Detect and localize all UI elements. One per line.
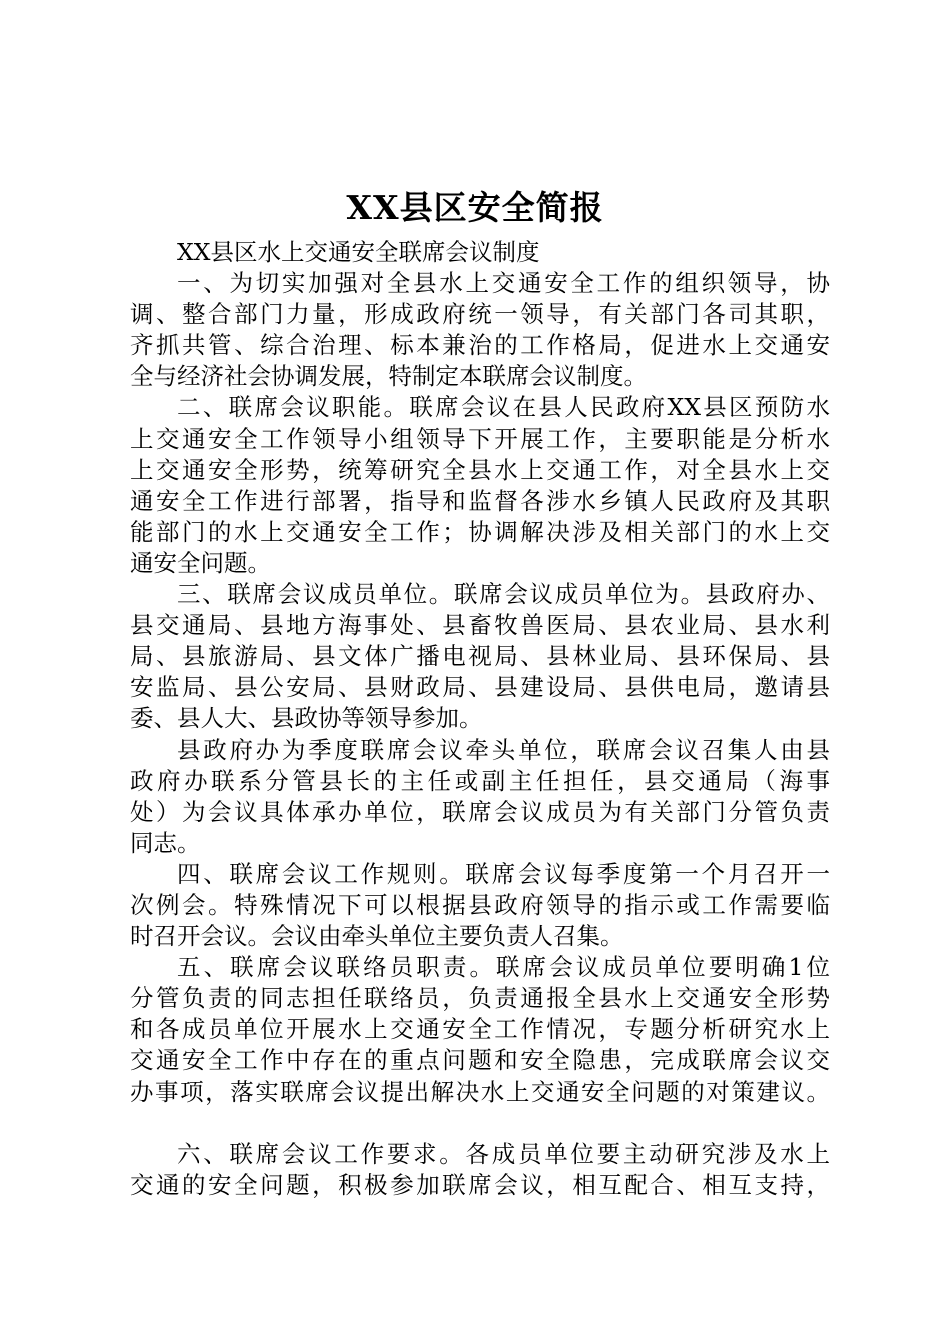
paragraph-5-line-2: 次例会。特殊情况下可以根据县政府领导的指示或工作需要临 [130, 890, 830, 919]
paragraph-6-line-3: 和各成员单位开展水上交通安全工作情况，专题分析研究水上 [130, 1015, 830, 1044]
document-title: XX县区安全简报 [346, 188, 604, 227]
paragraph-4-line-1: 县政府办为季度联席会议牵头单位，联席会议召集人由县 [177, 735, 830, 764]
paragraph-3-line-1: 三、联席会议成员单位。联席会议成员单位为。县政府办、 [177, 580, 830, 609]
paragraph-2-line-2: 上交通安全工作领导小组领导下开展工作，主要职能是分析水 [130, 424, 830, 453]
subtitle-line: XX县区水上交通安全联席会议制度 [177, 238, 540, 266]
paragraph-4-line-2: 政府办联系分管县长的主任或副主任担任，县交通局（海事 [130, 766, 830, 795]
paragraph-6-line-1: 五、联席会议联络员职责。联席会议成员单位要明确1位 [177, 953, 830, 982]
document-body [130, 237, 830, 1201]
paragraph-1-line-4: 全与经济社会协调发展，特制定本联席会议制度。 [130, 362, 647, 391]
paragraph-2-line-6: 通安全问题。 [130, 548, 271, 577]
paragraph-1-line-2: 调、整合部门力量，形成政府统一领导，有关部门各司其职， [130, 300, 830, 329]
paragraph-6-line-2: 分管负责的同志担任联络员，负责通报全县水上交通安全形势 [130, 984, 830, 1013]
paragraph-4-line-4: 同志。 [130, 828, 201, 857]
paragraph-2-line-5: 能部门的水上交通安全工作；协调解决涉及相关部门的水上交 [130, 517, 830, 546]
paragraph-3-line-2: 县交通局、县地方海事处、县畜牧兽医局、县农业局、县水利 [130, 611, 830, 640]
paragraph-gap [130, 1108, 830, 1139]
paragraph-6-line-5: 办事项，落实联席会议提出解决水上交通安全问题的对策建议。 [130, 1077, 830, 1106]
paragraph-6-line-4: 交通安全工作中存在的重点问题和安全隐患，完成联席会议交 [130, 1046, 830, 1075]
paragraph-5-line-1: 四、联席会议工作规则。联席会议每季度第一个月召开一 [177, 859, 830, 888]
paragraph-7-line-2: 交通的安全问题，积极参加联席会议，相互配合、相互支持， [130, 1170, 830, 1199]
paragraph-3-line-3: 局、县旅游局、县文体广播电视局、县林业局、县环保局、县 [130, 642, 830, 671]
paragraph-4-line-3: 处）为会议具体承办单位，联席会议成员为有关部门分管负责 [130, 797, 830, 826]
paragraph-7-line-1: 六、联席会议工作要求。各成员单位要主动研究涉及水上 [177, 1139, 830, 1168]
paragraph-1-line-3: 齐抓共管、综合治理、标本兼治的工作格局，促进水上交通安 [130, 331, 830, 360]
paragraph-2-line-1: 二、联席会议职能。联席会议在县人民政府XX县区预防水 [177, 393, 830, 422]
paragraph-5-line-3: 时召开会议。会议由牵头单位主要负责人召集。 [130, 922, 624, 951]
paragraph-1-line-1: 一、为切实加强对全县水上交通安全工作的组织领导，协 [177, 269, 830, 298]
paragraph-2-line-4: 通安全工作进行部署，指导和监督各涉水乡镇人民政府及其职 [130, 486, 830, 515]
paragraph-2-line-3: 上交通安全形势，统筹研究全县水上交通工作，对全县水上交 [130, 455, 830, 484]
paragraph-3-line-5: 委、县人大、县政协等领导参加。 [130, 704, 483, 733]
paragraph-3-line-4: 安监局、县公安局、县财政局、县建设局、县供电局，邀请县 [130, 673, 830, 702]
